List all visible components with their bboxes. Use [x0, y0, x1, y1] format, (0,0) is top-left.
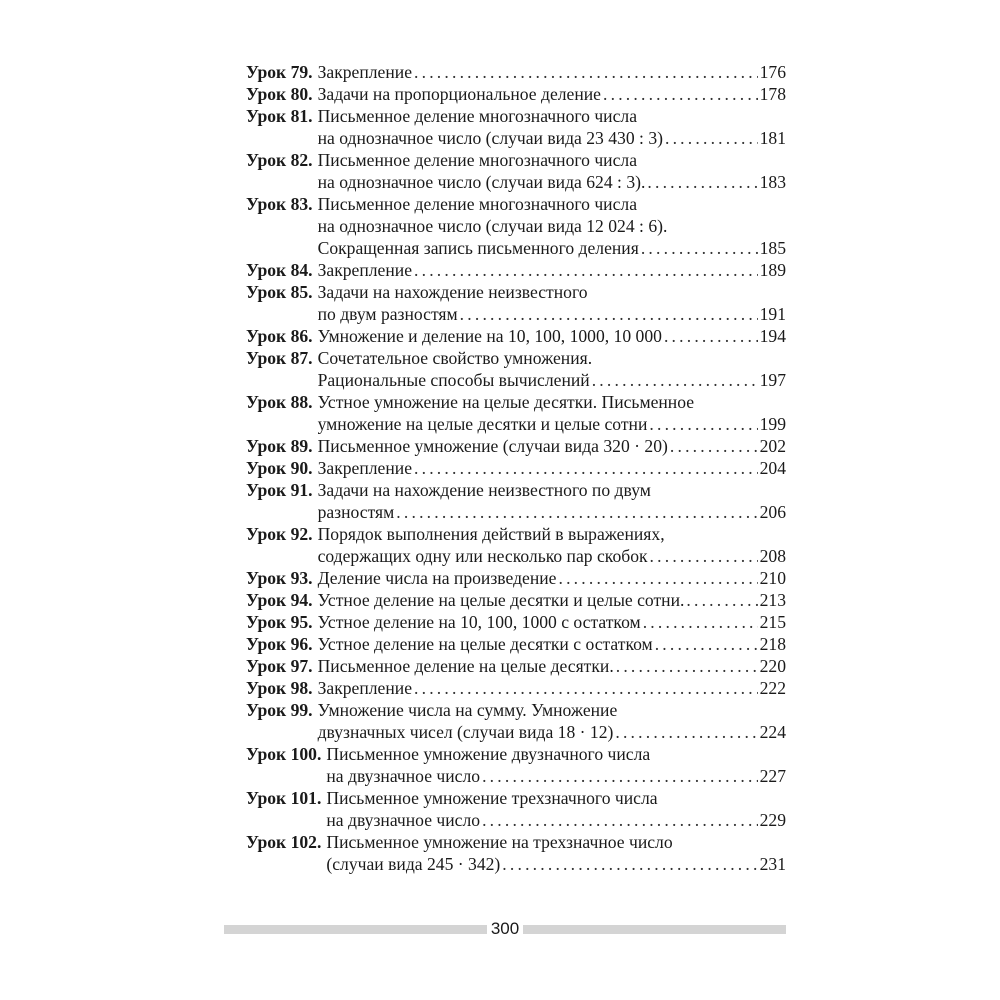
- lesson-title-last-line: [318, 435, 786, 457]
- lesson-title-last-line: [326, 853, 786, 875]
- lesson-title-last-line: [318, 545, 786, 567]
- lesson-title: [318, 611, 786, 633]
- toc-entry: [246, 677, 786, 699]
- lesson-title-last-line: [318, 633, 786, 655]
- lesson-number: Урок 95.: [246, 612, 313, 632]
- lesson-title: [318, 567, 786, 589]
- lesson-title-text: по двум разностям: [317, 304, 458, 324]
- lesson-title-text: (случаи вида 245 · 342): [326, 854, 501, 874]
- lesson-title-line: Порядок выполнения действий в выражениях,: [317, 524, 665, 544]
- page-reference: 183: [759, 172, 786, 192]
- dot-leader: [647, 171, 757, 193]
- lesson-number: Урок 91.: [246, 480, 313, 500]
- page-reference: 189: [759, 260, 786, 280]
- toc-entry: [246, 61, 786, 83]
- lesson-title-text: Устное деление на целые десятки и целые сотни.: [317, 590, 685, 610]
- dot-leader: [502, 853, 757, 875]
- lesson-number: Урок 99.: [246, 700, 313, 720]
- page-reference: 199: [759, 414, 786, 434]
- toc-entry: [246, 743, 786, 787]
- lesson-title-last-line: [318, 127, 786, 149]
- lesson-title: [318, 259, 786, 281]
- page-number: 300: [490, 919, 520, 938]
- dot-leader: [641, 237, 758, 259]
- lesson-title: [318, 325, 786, 347]
- page-reference: 218: [759, 634, 786, 654]
- lesson-number: Урок 98.: [246, 678, 313, 698]
- page-reference: 220: [759, 656, 786, 676]
- dot-leader: [592, 369, 758, 391]
- lesson-title-text: Рациональные способы вычислений: [317, 370, 590, 390]
- lesson-title-last-line: [318, 325, 786, 347]
- lesson-title-text: Сокращенная запись письменного деления: [317, 238, 639, 258]
- dot-leader: [603, 83, 758, 105]
- lesson-number: Урок 94.: [246, 590, 313, 610]
- lesson-title-text: Закрепление: [317, 260, 412, 280]
- dot-leader: [558, 567, 757, 589]
- dot-leader: [460, 303, 758, 325]
- toc-entry: [246, 391, 786, 435]
- toc-entry: [246, 633, 786, 655]
- lesson-title-last-line: [318, 171, 786, 193]
- footer-bar-left: [224, 925, 487, 934]
- lesson-number: Урок 82.: [246, 150, 313, 170]
- lesson-title-text: двузначных чисел (случаи вида 18 · 12): [317, 722, 614, 742]
- lesson-title: [318, 589, 786, 611]
- lesson-title-line: Письменное деление многозначного числа: [317, 106, 637, 126]
- lesson-number: Урок 92.: [246, 524, 313, 544]
- lesson-number: Урок 90.: [246, 458, 313, 478]
- lesson-title-line: Письменное деление многозначного числа: [317, 194, 637, 214]
- toc-entry: [246, 567, 786, 589]
- lesson-number: Урок 85.: [246, 282, 313, 302]
- lesson-title: [318, 457, 786, 479]
- lesson-title-line: Письменное деление многозначного числа: [317, 150, 637, 170]
- lesson-title-line: Задачи на нахождение неизвестного по двум: [317, 480, 651, 500]
- lesson-number: Урок 84.: [246, 260, 313, 280]
- lesson-title-line: на однозначное число (случаи вида 12 024 : 6).: [317, 216, 668, 236]
- page-reference: 181: [759, 128, 786, 148]
- lesson-title-last-line: [318, 721, 786, 743]
- lesson-title: [318, 149, 786, 193]
- lesson-title: [318, 523, 786, 567]
- lesson-title-text: Закрепление: [317, 678, 412, 698]
- dot-leader: [643, 611, 758, 633]
- footer-bar-right: [523, 925, 786, 934]
- lesson-title-text: на однозначное число (случаи вида 624 : 3).: [317, 172, 646, 192]
- toc-entry: [246, 479, 786, 523]
- lesson-number: Урок 102.: [246, 832, 322, 852]
- lesson-title-text: содержащих одну или несколько пар скобок: [317, 546, 648, 566]
- page-reference: 210: [759, 568, 786, 588]
- lesson-title: [326, 787, 786, 831]
- page-reference: 197: [759, 370, 786, 390]
- lesson-number: Урок 97.: [246, 656, 313, 676]
- lesson-title-text: Задачи на пропорциональное деление: [317, 84, 601, 104]
- dot-leader: [414, 457, 758, 479]
- page-reference: 224: [759, 722, 786, 742]
- lesson-number: Урок 93.: [246, 568, 313, 588]
- lesson-number: Урок 81.: [246, 106, 313, 126]
- lesson-title-text: умножение на целые десятки и целые сотни: [317, 414, 648, 434]
- lesson-title-text: Закрепление: [317, 62, 412, 82]
- lesson-title-last-line: [318, 61, 786, 83]
- lesson-title-line: Задачи на нахождение неизвестного: [317, 282, 588, 302]
- toc-entry: [246, 523, 786, 567]
- lesson-title-text: Устное деление на целые десятки с остатком: [317, 634, 653, 654]
- page-reference: 215: [759, 612, 786, 632]
- lesson-number: Урок 80.: [246, 84, 313, 104]
- lesson-number: Урок 83.: [246, 194, 313, 214]
- lesson-title-last-line: [326, 765, 786, 787]
- page-reference: 206: [759, 502, 786, 522]
- dot-leader: [664, 325, 758, 347]
- lesson-title: [318, 105, 786, 149]
- toc-entry: [246, 611, 786, 633]
- lesson-number: Урок 89.: [246, 436, 313, 456]
- lesson-title: [318, 83, 786, 105]
- page-reference: 194: [759, 326, 786, 346]
- lesson-title: [326, 743, 786, 787]
- page-reference: 208: [759, 546, 786, 566]
- toc-entry: [246, 259, 786, 281]
- lesson-title-line: Письменное умножение трехзначного числа: [326, 788, 658, 808]
- page-reference: 231: [759, 854, 786, 874]
- dot-leader: [414, 677, 758, 699]
- lesson-title: [318, 281, 786, 325]
- lesson-title-text: Письменное умножение (случаи вида 320 · 20): [317, 436, 668, 456]
- lesson-title-last-line: [318, 369, 786, 391]
- toc-entry: [246, 699, 786, 743]
- lesson-title-last-line: [318, 677, 786, 699]
- lesson-title: [318, 193, 786, 259]
- lesson-title: [318, 633, 786, 655]
- lesson-title: [318, 391, 786, 435]
- page-footer: [224, 920, 786, 938]
- lesson-title-last-line: [318, 303, 786, 325]
- lesson-title: [318, 435, 786, 457]
- dot-leader: [670, 435, 758, 457]
- page-reference: 222: [759, 678, 786, 698]
- lesson-title-last-line: [326, 809, 786, 831]
- page-reference: 227: [759, 766, 786, 786]
- toc-entry: [246, 831, 786, 875]
- lesson-title-text: Письменное деление на целые десятки.: [317, 656, 614, 676]
- lesson-number: Урок 88.: [246, 392, 313, 412]
- lesson-title-text: Устное деление на 10, 100, 1000 с остатком: [317, 612, 641, 632]
- lesson-title: [318, 347, 786, 391]
- lesson-title-last-line: [318, 501, 786, 523]
- toc-entry: [246, 149, 786, 193]
- toc-entry: [246, 457, 786, 479]
- lesson-title-last-line: [318, 83, 786, 105]
- toc-entry: [246, 281, 786, 325]
- dot-leader: [482, 765, 758, 787]
- lesson-title-last-line: [318, 259, 786, 281]
- lesson-title: [318, 479, 786, 523]
- dot-leader: [655, 633, 758, 655]
- dot-leader: [414, 259, 758, 281]
- toc-entry: [246, 105, 786, 149]
- page-reference: 178: [759, 84, 786, 104]
- lesson-title-last-line: [318, 567, 786, 589]
- lesson-title-last-line: [318, 237, 786, 259]
- lesson-title-text: на двузначное число: [326, 810, 481, 830]
- lesson-number: Урок 101.: [246, 788, 322, 808]
- lesson-title: [318, 655, 786, 677]
- page-reference: 202: [759, 436, 786, 456]
- page-reference: 204: [759, 458, 786, 478]
- dot-leader: [686, 589, 757, 611]
- dot-leader: [649, 413, 757, 435]
- dot-leader: [615, 721, 757, 743]
- table-of-contents: [246, 61, 786, 875]
- toc-entry: [246, 787, 786, 831]
- lesson-title-last-line: [318, 589, 786, 611]
- lesson-title-text: Умножение и деление на 10, 100, 1000, 10 000: [317, 326, 662, 346]
- toc-entry: [246, 435, 786, 457]
- lesson-title-line: Сочетательное свойство умножения.: [317, 348, 593, 368]
- toc-entry: [246, 655, 786, 677]
- lesson-title: [326, 831, 786, 875]
- lesson-title-text: на двузначное число: [326, 766, 481, 786]
- toc-entry: [246, 83, 786, 105]
- lesson-title-line: Письменное умножение двузначного числа: [326, 744, 651, 764]
- lesson-number: Урок 87.: [246, 348, 313, 368]
- lesson-title-text: разностям: [317, 502, 395, 522]
- lesson-number: Урок 100.: [246, 744, 322, 764]
- toc-entry: [246, 193, 786, 259]
- lesson-title-last-line: [318, 611, 786, 633]
- lesson-title-last-line: [318, 655, 786, 677]
- lesson-title-line: Письменное умножение на трехзначное число: [326, 832, 673, 852]
- lesson-title-text: Деление числа на произведение: [317, 568, 557, 588]
- lesson-title-line: Умножение числа на сумму. Умножение: [317, 700, 618, 720]
- dot-leader: [665, 127, 758, 149]
- lesson-title: [318, 699, 786, 743]
- dot-leader: [396, 501, 757, 523]
- lesson-number: Урок 96.: [246, 634, 313, 654]
- lesson-title-text: Закрепление: [317, 458, 412, 478]
- lesson-number: Урок 86.: [246, 326, 313, 346]
- dot-leader: [650, 545, 758, 567]
- dot-leader: [616, 655, 758, 677]
- page-reference: 229: [759, 810, 786, 830]
- dot-leader: [482, 809, 758, 831]
- page-reference: 213: [759, 590, 786, 610]
- page-reference: 176: [759, 62, 786, 82]
- lesson-title: [318, 61, 786, 83]
- page-reference: 191: [759, 304, 786, 324]
- lesson-title-line: Устное умножение на целые десятки. Письменное: [317, 392, 695, 412]
- toc-entry: [246, 589, 786, 611]
- lesson-title-last-line: [318, 413, 786, 435]
- lesson-title: [318, 677, 786, 699]
- lesson-title-last-line: [318, 457, 786, 479]
- toc-entry: [246, 325, 786, 347]
- dot-leader: [414, 61, 758, 83]
- lesson-title-text: на однозначное число (случаи вида 23 430 : 3): [317, 128, 663, 148]
- lesson-number: Урок 79.: [246, 62, 313, 82]
- toc-entry: [246, 347, 786, 391]
- page-reference: 185: [759, 238, 786, 258]
